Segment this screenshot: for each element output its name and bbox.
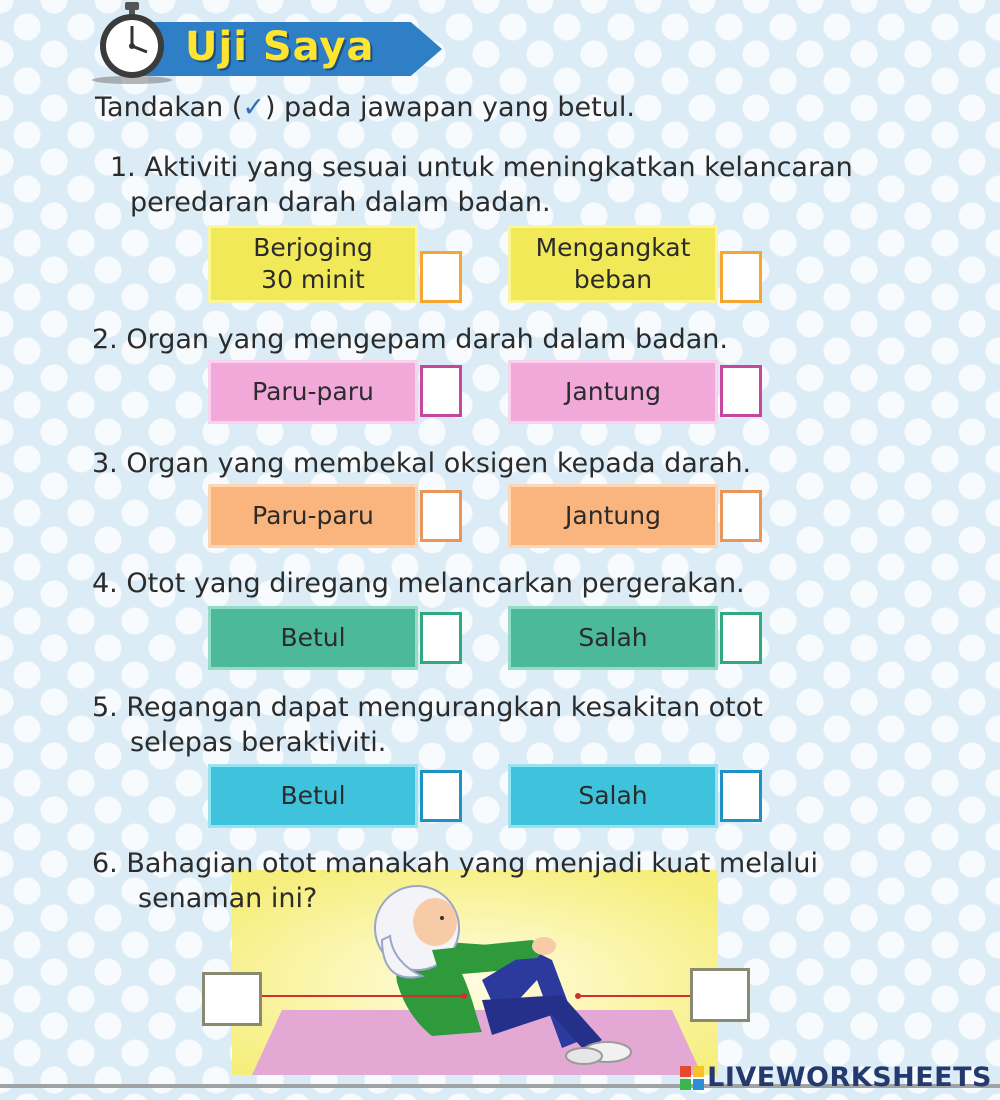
q5-option-2: Salah bbox=[508, 764, 718, 828]
q4-option-1: Betul bbox=[208, 606, 418, 670]
q1-option-1: Berjoging 30 minit bbox=[208, 225, 418, 303]
q1-option-2: Mengangkat beban bbox=[508, 225, 718, 303]
q3-checkbox-1[interactable] bbox=[420, 490, 462, 542]
brand-text: LIVEWORKSHEETS bbox=[707, 1062, 992, 1093]
q4-option-2: Salah bbox=[508, 606, 718, 670]
page-title: Uji Saya bbox=[185, 24, 375, 70]
q2-checkbox-2[interactable] bbox=[720, 365, 762, 417]
liveworksheets-logo-icon bbox=[680, 1066, 704, 1090]
q3-option-1: Paru-paru bbox=[208, 484, 418, 548]
question-5-text: 5. Regangan dapat mengurangkan kesakitan otot selepas beraktiviti. bbox=[92, 692, 763, 758]
q2-option-2: Jantung bbox=[508, 360, 718, 424]
q3-option-2: Jantung bbox=[508, 484, 718, 548]
q6-answer-box-left[interactable] bbox=[202, 972, 262, 1026]
q1-checkbox-2[interactable] bbox=[720, 251, 762, 303]
q2-option-1: Paru-paru bbox=[208, 360, 418, 424]
brand-watermark bbox=[680, 1062, 992, 1093]
q4-checkbox-1[interactable] bbox=[420, 612, 462, 664]
q6-answer-box-right[interactable] bbox=[690, 968, 750, 1022]
q1-checkbox-1[interactable] bbox=[420, 251, 462, 303]
question-6-text: 6. Bahagian otot manakah yang menjadi kuat melalui senaman ini? bbox=[92, 848, 819, 914]
q5-option-1: Betul bbox=[208, 764, 418, 828]
check-mark-icon: ✓ bbox=[242, 92, 265, 123]
q3-checkbox-2[interactable] bbox=[720, 490, 762, 542]
question-1-text: 1. Aktiviti yang sesuai untuk meningkatkan kelancaran peredaran darah dalam badan. bbox=[110, 152, 853, 218]
instruction-text: Tandakan (✓) pada jawapan yang betul. bbox=[95, 92, 635, 123]
question-4-text: 4. Otot yang diregang melancarkan pergerakan. bbox=[92, 568, 745, 599]
stopwatch-icon bbox=[92, 0, 172, 84]
q5-checkbox-1[interactable] bbox=[420, 770, 462, 822]
q4-checkbox-2[interactable] bbox=[720, 612, 762, 664]
question-3-text: 3. Organ yang membekal oksigen kepada darah. bbox=[92, 448, 752, 479]
q5-checkbox-2[interactable] bbox=[720, 770, 762, 822]
q2-checkbox-1[interactable] bbox=[420, 365, 462, 417]
question-2-text: 2. Organ yang mengepam darah dalam badan. bbox=[92, 324, 729, 355]
